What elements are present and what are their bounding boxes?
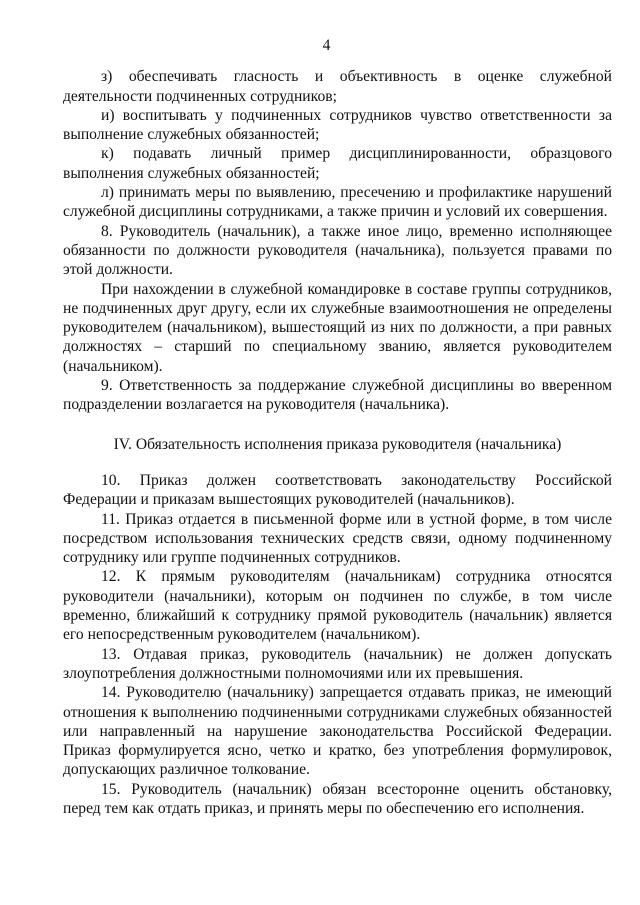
paragraph-l: л) принимать меры по выявлению, пресечению и профилактике нарушений служебной дисциплины сотрудниками, а также причин и условий их совершения. bbox=[63, 184, 612, 221]
section-heading: IV. Обязательность исполнения приказа руководителя (начальника) bbox=[113, 435, 562, 453]
paragraph-9: 9. Ответственность за поддержание служебной дисциплины во вверенном подразделении возлагается на руководителя (начальника). bbox=[63, 377, 612, 414]
paragraph-8: 8. Руководитель (начальник), а также иное лицо, временно исполняющее обязанности по должности руководителя (начальника), пользуется правами по этой должности. bbox=[63, 222, 612, 279]
paragraph-11: 11. Приказ отдается в письменной форме или в устной форме, в том числе посредством использования технических средств связи, одному подчиненному сотруднику или группе подчиненных сотрудников. bbox=[63, 510, 612, 567]
paragraph-12: 12. К прямым руководителям (начальникам) сотрудника относятся руководители (начальники), которым он подчинен по службе, в том числе временно, ближайший к сотруднику прямой руководитель (начальник) является его непосредственным руководителем (начальником). bbox=[63, 568, 612, 644]
page-number: 4 bbox=[322, 37, 331, 54]
paragraph-15: 15. Руководитель (начальник) обязан всесторонне оценить обстановку, перед тем как отдать приказ, и принять меры по обеспечению его исполнения. bbox=[63, 780, 612, 817]
paragraph-14: 14. Руководителю (начальнику) запрещается отдавать приказ, не имеющий отношения к выполнению подчиненными сотрудниками служебных обязанностей или направленный на нарушение законодательства Российской Федерации. Приказ формулируется ясно, четко и кратко, без употребления формулировок, допускающих различное толкование. bbox=[63, 684, 612, 779]
paragraph-i: и) воспитывать у подчиненных сотрудников чувство ответственности за выполнение служебных обязанностей; bbox=[63, 106, 612, 144]
paragraph-z: з) обеспечивать гласность и объективность в оценке служебной деятельности подчиненных сотрудников; bbox=[63, 68, 612, 105]
paragraph-k: к) подавать личный пример дисциплинированности, образцового выполнения служебных обязанностей; bbox=[63, 145, 612, 182]
paragraph-10: 10. Приказ должен соответствовать законодательству Российской Федерации и приказам вышестоящих руководителей (начальников). bbox=[63, 471, 612, 509]
paragraph-8-business-trip: При нахождении в служебной командировке в составе группы сотрудников, не подчиненных друг другу, если их служебные взаимоотношения не определены руководителем (начальником), вышестоящий из них по должности, а при равных должностях – старший по специальному званию, является руководителем (начальником). bbox=[63, 280, 612, 375]
paragraph-13: 13. Отдавая приказ, руководитель (начальник) не должен допускать злоупотребления должностными полномочиями или их превышения. bbox=[63, 645, 612, 682]
